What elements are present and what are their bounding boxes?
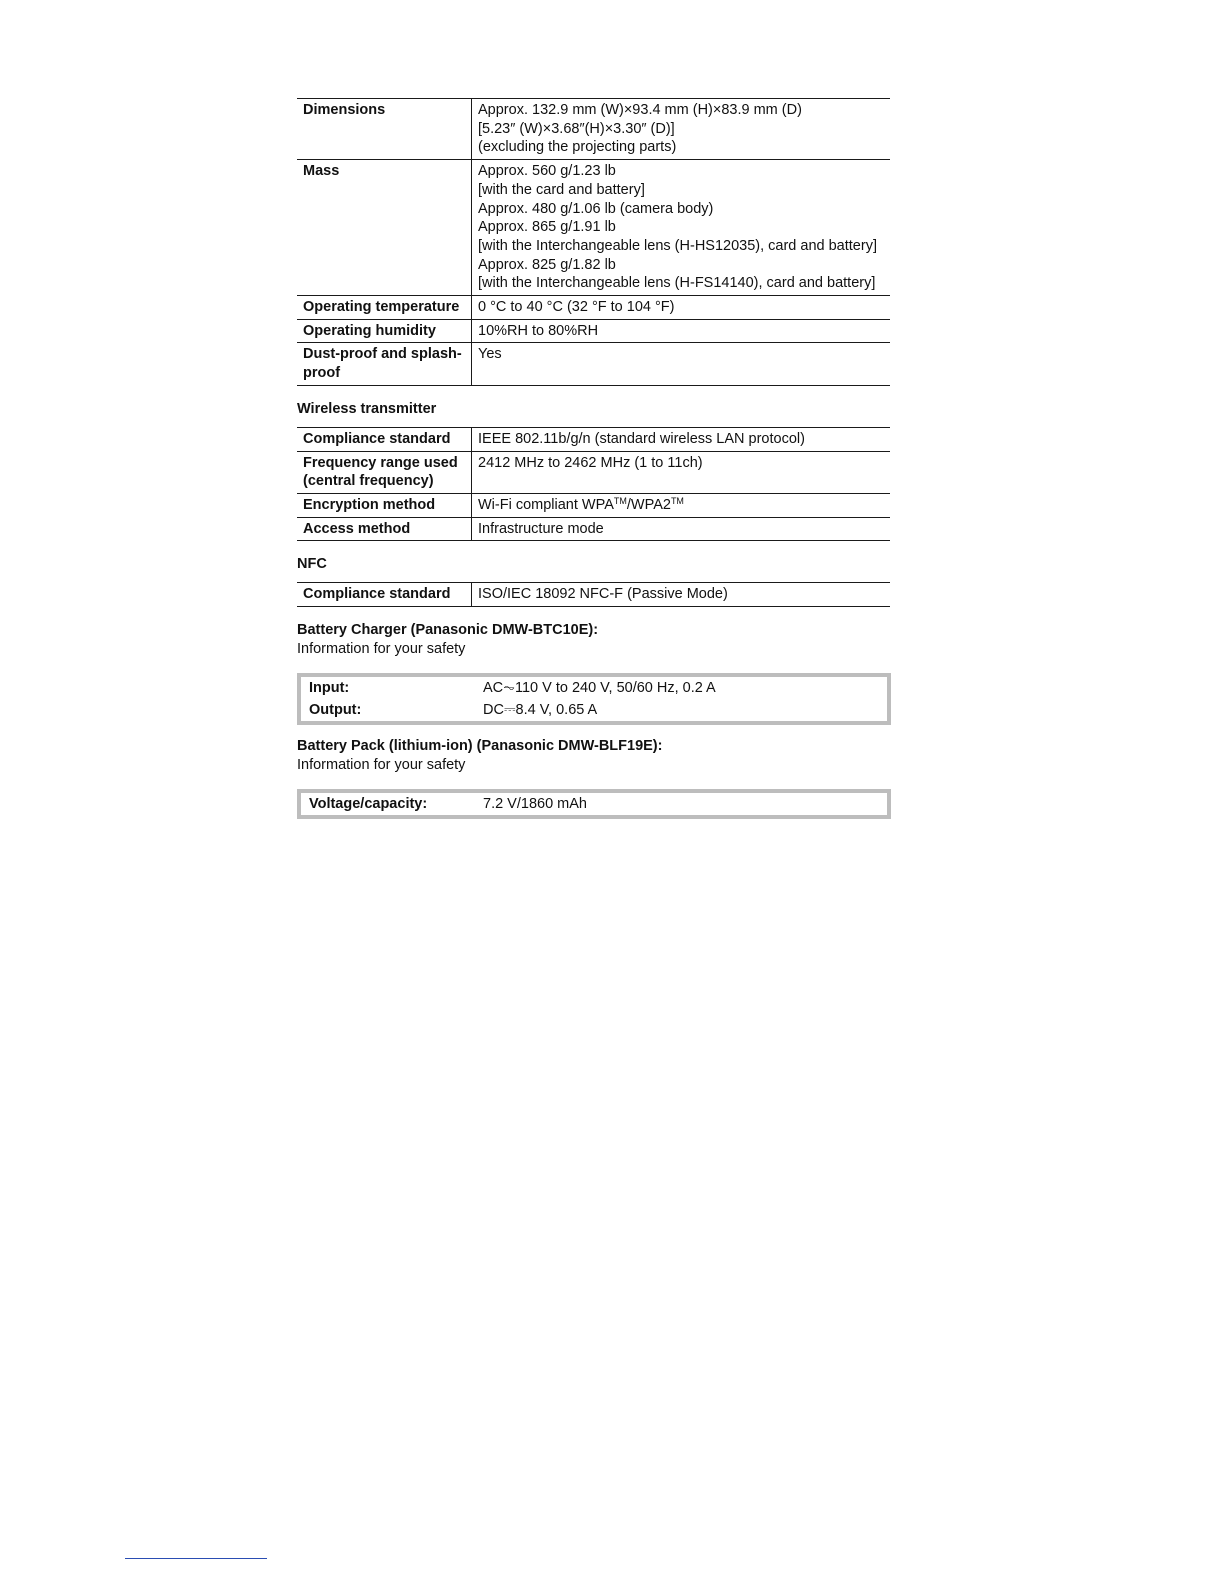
encryption-value-a: Wi-Fi compliant WPA	[478, 496, 614, 513]
nfc-table	[297, 582, 890, 607]
frequency-label-line: (central frequency)	[303, 473, 434, 490]
mass-line: Approx. 560 g/1.23 lb	[478, 163, 616, 180]
frequency-label	[297, 451, 472, 493]
wireless-heading: Wireless transmitter	[297, 400, 437, 417]
wireless-compliance-value: IEEE 802.11b/g/n (standard wireless LAN protocol)	[472, 427, 891, 451]
operating-humidity-label: Operating humidity	[297, 319, 472, 343]
table-row	[297, 583, 890, 607]
nfc-compliance-label: Compliance standard	[297, 583, 472, 607]
access-method-label: Access method	[297, 517, 472, 541]
specifications-page	[297, 98, 891, 819]
charger-input-row	[309, 677, 887, 699]
charger-subheading: Information for your safety	[297, 641, 466, 658]
charger-safety-box	[297, 673, 891, 725]
wireless-table	[297, 427, 890, 542]
table-row	[297, 343, 890, 385]
mass-line: Approx. 480 g/1.06 lb (camera body)	[478, 200, 714, 217]
main-spec-table	[297, 98, 890, 386]
mass-line: [with the card and battery]	[478, 181, 645, 198]
dust-proof-value: Yes	[472, 343, 891, 385]
battery-pack-subheading: Information for your safety	[297, 757, 466, 774]
dimensions-label: Dimensions	[297, 99, 472, 160]
nfc-compliance-value: ISO/IEC 18092 NFC-F (Passive Mode)	[472, 583, 891, 607]
dust-proof-label-line: proof	[303, 365, 341, 382]
footer-rule	[125, 1558, 267, 1559]
charger-output-label: Output:	[309, 702, 362, 719]
charger-input-label: Input:	[309, 680, 350, 697]
battery-voltage-label: Voltage/capacity:	[309, 796, 428, 813]
operating-temperature-label: Operating temperature	[297, 296, 472, 320]
mass-label: Mass	[297, 160, 472, 296]
table-row	[297, 296, 890, 320]
charger-output-value: DC⎓8.4 V, 0.65 A	[483, 702, 598, 719]
battery-voltage-value: 7.2 V/1860 mAh	[483, 796, 587, 813]
table-row	[297, 99, 890, 160]
mass-line: [with the Interchangeable lens (H-FS14140), card and battery]	[478, 275, 876, 292]
charger-input-value: AC⏦110 V to 240 V, 50/60 Hz, 0.2 A	[483, 680, 716, 697]
dimensions-line: Approx. 132.9 mm (W)×93.4 mm (H)×83.9 mm (D)	[478, 102, 802, 118]
encryption-label: Encryption method	[297, 493, 472, 517]
dust-proof-label	[297, 343, 472, 385]
operating-humidity-value: 10%RH to 80%RH	[472, 319, 891, 343]
operating-temperature-value: 0 °C to 40 °C (32 °F to 104 °F)	[472, 296, 891, 320]
mass-line: [with the Interchangeable lens (H-HS12035), card and battery]	[478, 237, 877, 254]
dimensions-line: [5.23″ (W)×3.68″(H)×3.30″ (D)]	[478, 120, 675, 137]
nfc-heading: NFC	[297, 556, 327, 573]
frequency-value: 2412 MHz to 2462 MHz (1 to 11ch)	[472, 451, 891, 493]
encryption-value-b: /WPA2	[626, 496, 671, 513]
wireless-compliance-label: Compliance standard	[297, 427, 472, 451]
battery-pack-safety-box	[297, 789, 891, 819]
dust-proof-label-line: Dust-proof and splash-	[303, 346, 462, 363]
table-row	[297, 319, 890, 343]
mass-line: Approx. 825 g/1.82 lb	[478, 256, 616, 273]
encryption-value	[472, 493, 891, 517]
table-row	[297, 451, 890, 493]
dimensions-line: (excluding the projecting parts)	[478, 139, 677, 156]
table-row	[297, 160, 890, 296]
trademark-mark: TM	[613, 495, 627, 506]
table-row	[297, 427, 890, 451]
battery-pack-heading: Battery Pack (lithium-ion) (Panasonic DMW-BLF19E):	[297, 738, 663, 755]
access-method-value: Infrastructure mode	[472, 517, 891, 541]
charger-heading: Battery Charger (Panasonic DMW-BTC10E):	[297, 622, 599, 639]
mass-value	[472, 160, 891, 296]
table-row	[297, 493, 890, 517]
trademark-mark: TM	[670, 495, 684, 506]
table-row	[297, 517, 890, 541]
battery-voltage-row	[309, 793, 887, 815]
charger-output-row	[309, 699, 887, 721]
frequency-label-line: Frequency range used	[303, 454, 458, 471]
mass-line: Approx. 865 g/1.91 lb	[478, 219, 616, 236]
dimensions-value	[472, 99, 891, 160]
